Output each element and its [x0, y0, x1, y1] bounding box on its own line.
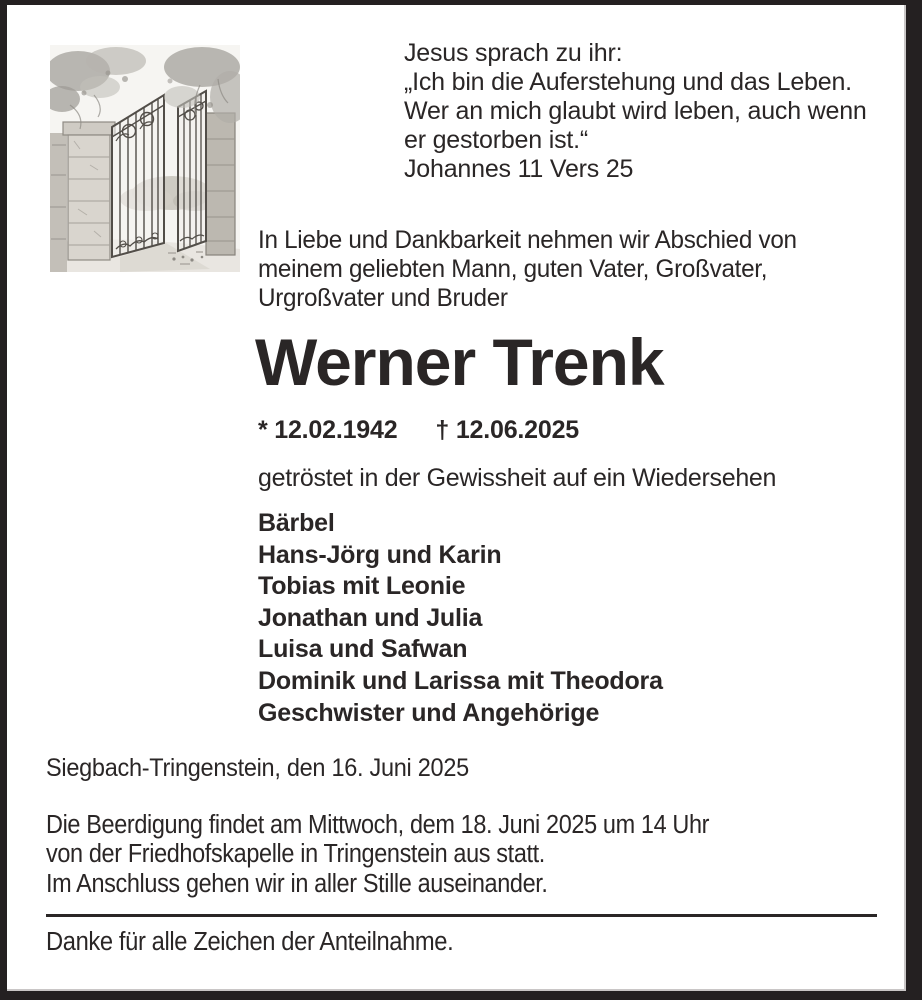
- open-gate-illustration: [50, 45, 240, 272]
- scripture-reference: Johannes 11 Vers 25: [404, 155, 634, 183]
- life-dates: [258, 416, 579, 445]
- scripture-line: „Ich bin die Auferstehung und das Leben.: [404, 68, 852, 96]
- funeral-info-line: Die Beerdigung findet am Mittwoch, dem 18. Juni 2025 um 14 Uhr: [46, 811, 710, 839]
- place-and-date: Siegbach-Tringenstein, den 16. Juni 2025: [46, 754, 469, 782]
- mourner-name: Tobias mit Leonie: [258, 572, 466, 601]
- mourner-name: Hans-Jörg und Karin: [258, 540, 502, 569]
- open-gate-drawing: [50, 45, 240, 272]
- farewell-intro-line: In Liebe und Dankbarkeit nehmen wir Abschied von: [258, 226, 797, 254]
- mourner-name: Bärbel: [258, 509, 335, 537]
- funeral-info-line: von der Friedhofskapelle in Tringenstein aus statt.: [46, 840, 545, 869]
- scripture-quote: [404, 39, 867, 184]
- scripture-line: Jesus sprach zu ihr:: [404, 39, 623, 67]
- birth-date: * 12.02.1942: [258, 416, 398, 444]
- mourner-name: Jonathan und Julia: [258, 603, 483, 632]
- mourners-list: [258, 508, 663, 729]
- scripture-line: Wer an mich glaubt wird leben, auch wenn: [404, 97, 867, 125]
- scripture-line: er gestorben ist.“: [404, 126, 588, 154]
- thanks-line: Danke für alle Zeichen der Anteilnahme.: [46, 928, 454, 956]
- death-date: † 12.06.2025: [435, 416, 579, 444]
- funeral-info: [46, 811, 709, 899]
- farewell-intro: [258, 226, 797, 313]
- mourner-name: Luisa und Safwan: [258, 635, 468, 664]
- mourner-name: Geschwister und Angehörige: [258, 698, 600, 727]
- funeral-info-line: Im Anschluss gehen wir in aller Stille auseinander.: [46, 869, 548, 898]
- consolation-line: getröstet in der Gewissheit auf ein Wiedersehen: [258, 464, 777, 492]
- mourner-name: Dominik und Larissa mit Theodora: [258, 666, 663, 695]
- farewell-intro-line: meinem geliebten Mann, guten Vater, Großvater,: [258, 255, 768, 283]
- separator-line: [46, 914, 877, 917]
- farewell-intro-line: Urgroßvater und Bruder: [258, 284, 508, 312]
- deceased-name: Werner Trenk: [255, 325, 664, 399]
